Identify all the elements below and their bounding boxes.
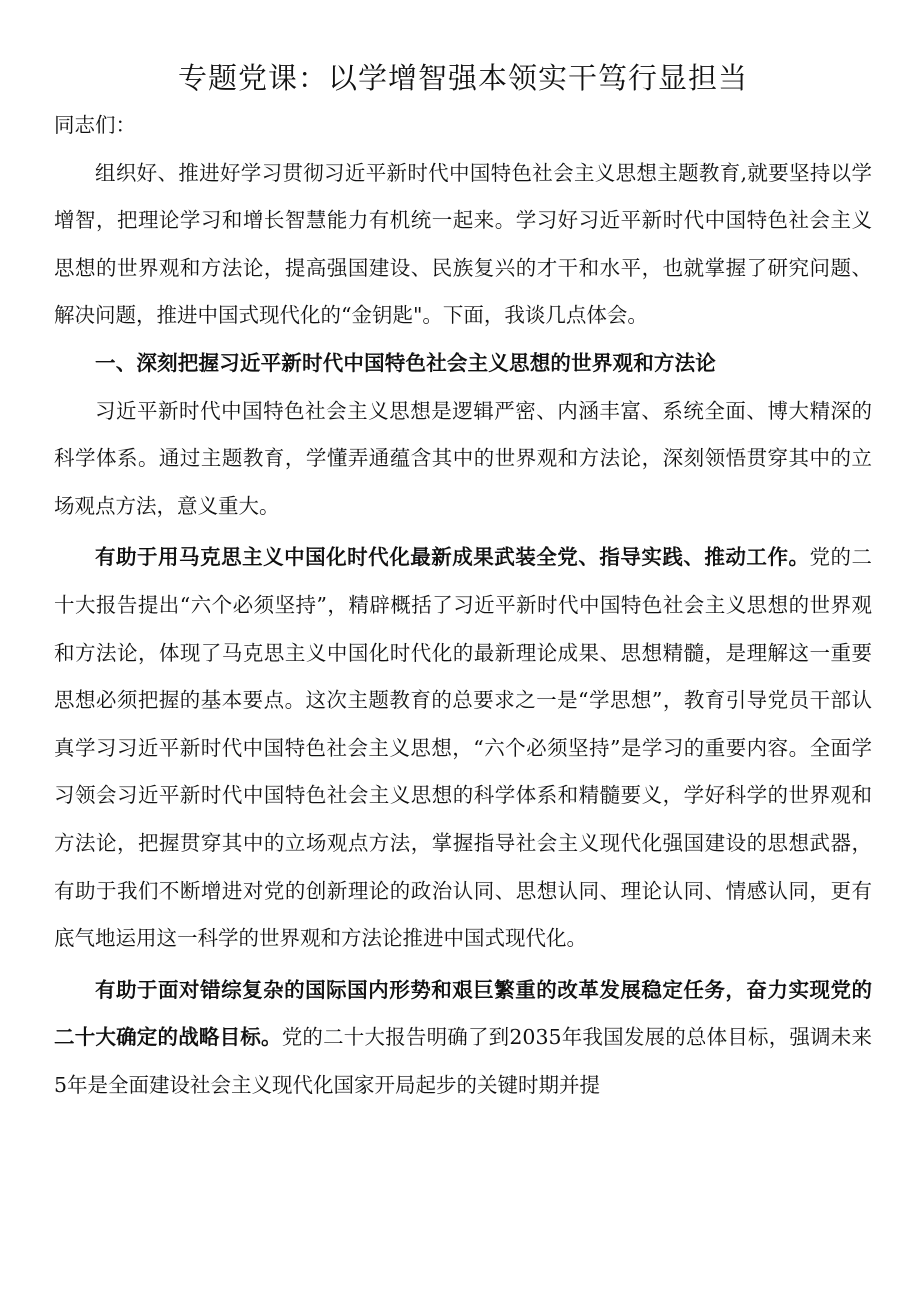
point1-lead: 有助于用马克思主义中国化时代化最新成果武装全党、指导实践、推动工作。 [95,545,810,570]
document-page [54,56,872,1109]
point1-paragraph [54,534,872,962]
greeting: 同志们： [54,113,136,137]
section1-paragraph: 习近平新时代中国特色社会主义思想是逻辑严密、内涵丰富、系统全面、博大精深的科学体系。通过主题教育，学懂弄通蕴含其中的世界观和方法论，深刻领悟贯穿其中的立场观点方法，意义重大。 [54,398,872,518]
point2-body: 党的二十大报告明确了到2035年我国发展的总体目标，强调未来5年是全面建设社会主义现代化国家开局起步的关键时期并提 [54,1025,873,1097]
point1-body: 党的二十大报告提出“六个必须坚持”，精辟概括了习近平新时代中国特色社会主义思想的世界观和方法论，体现了马克思主义中国化时代化的最新理论成果、思想精髓，是理解这一重要思想必须把握的基本要点。这次主题教育的总要求之一是“学思想”，教育引导党员干部认真学习习近平新时代中国特色社会主义思想，“六个必须坚持”是学习的重要内容。全面学习领会习近平新时代中国特色社会主义思想的科学体系和精髓要义，学好科学的世界观和方法论，把握贯穿其中的立场观点方法，掌握指导社会主义现代化强国建设的思想武器，有助于我们不断增进对党的创新理论的政治认同、思想认同、理论认同、情感认同，更有底气地运用这一科学的世界观和方法论推进中国式现代化。 [54,545,873,951]
intro-paragraph: 组织好、推进好学习贯彻习近平新时代中国特色社会主义思想主题教育,就要坚持以学增智，把理论学习和增长智慧能力有机统一起来。学习好习近平新时代中国特色社会主义思想的世界观和方法论，提高强国建设、民族复兴的才干和水平，也就掌握了研究问题、解决问题，推进中国式现代化的“金钥匙"。下面，我谈几点体会。 [54,160,872,328]
point2-lead: 有助于面对错综复杂的国际国内形势和艰巨繁重的改革发展稳定任务，奋力实现党的二十大确定的战略目标。 [54,977,872,1050]
section-heading-1: 一、深刻把握习近平新时代中国特色社会主义思想的世界观和方法论 [95,350,716,375]
point2-paragraph [54,967,872,1110]
document-title: 专题党课：以学增智强本领实干笃行显担当 [177,61,748,95]
